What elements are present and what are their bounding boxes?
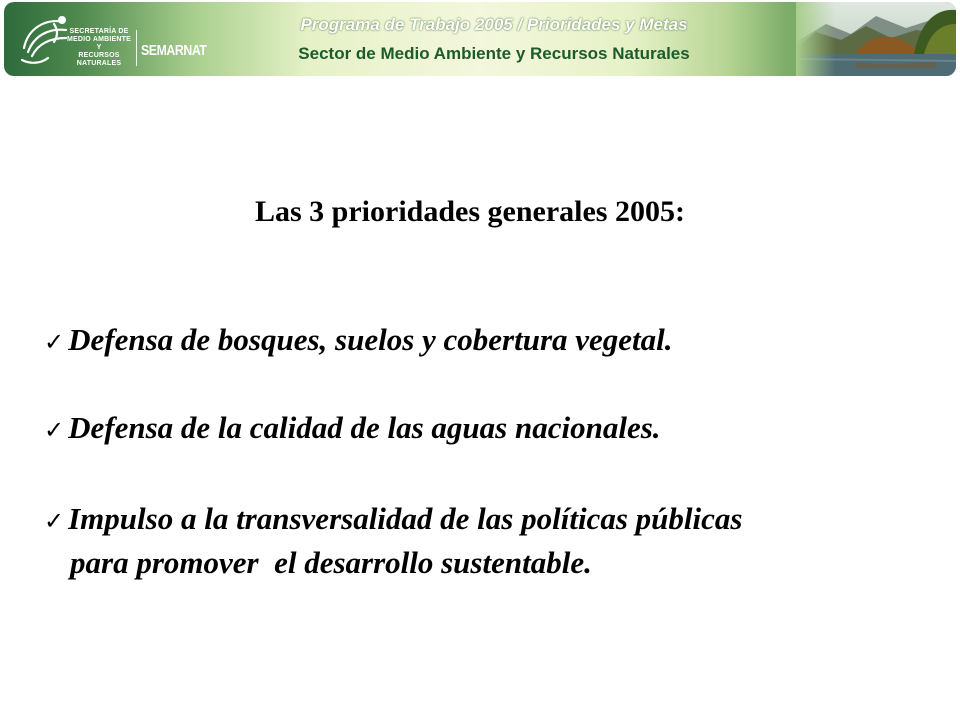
priority-item — [44, 497, 742, 543]
header-banner — [4, 2, 956, 76]
priority-text: Defensa de la calidad de las aguas nacionales. — [68, 410, 661, 445]
header-subtitle: Sector de Medio Ambiente y Recursos Naturales — [298, 44, 690, 63]
header-title: Programa de Trabajo 2005 / Prioridades y Metas — [300, 15, 688, 34]
lake-landscape-photo — [796, 2, 956, 76]
priority-item — [44, 318, 673, 364]
check-icon: ✓ — [44, 416, 65, 444]
logo-divider — [136, 30, 137, 66]
priority-text-continuation: para promover el desarrollo sustentable. — [70, 545, 592, 580]
logo-text: SECRETARÍA DE MEDIO AMBIENTE Y RECURSOS NATURALES — [67, 28, 131, 67]
priority-item — [44, 406, 661, 452]
logo-name: SEMARNAT — [141, 42, 207, 59]
check-icon: ✓ — [44, 328, 65, 356]
priority-text: Defensa de bosques, suelos y cobertura vegetal. — [68, 322, 673, 357]
priority-text: Impulso a la transversalidad de las políticas públicas — [68, 501, 743, 536]
check-icon: ✓ — [44, 507, 65, 535]
page-heading: Las 3 prioridades generales 2005: — [255, 195, 685, 228]
